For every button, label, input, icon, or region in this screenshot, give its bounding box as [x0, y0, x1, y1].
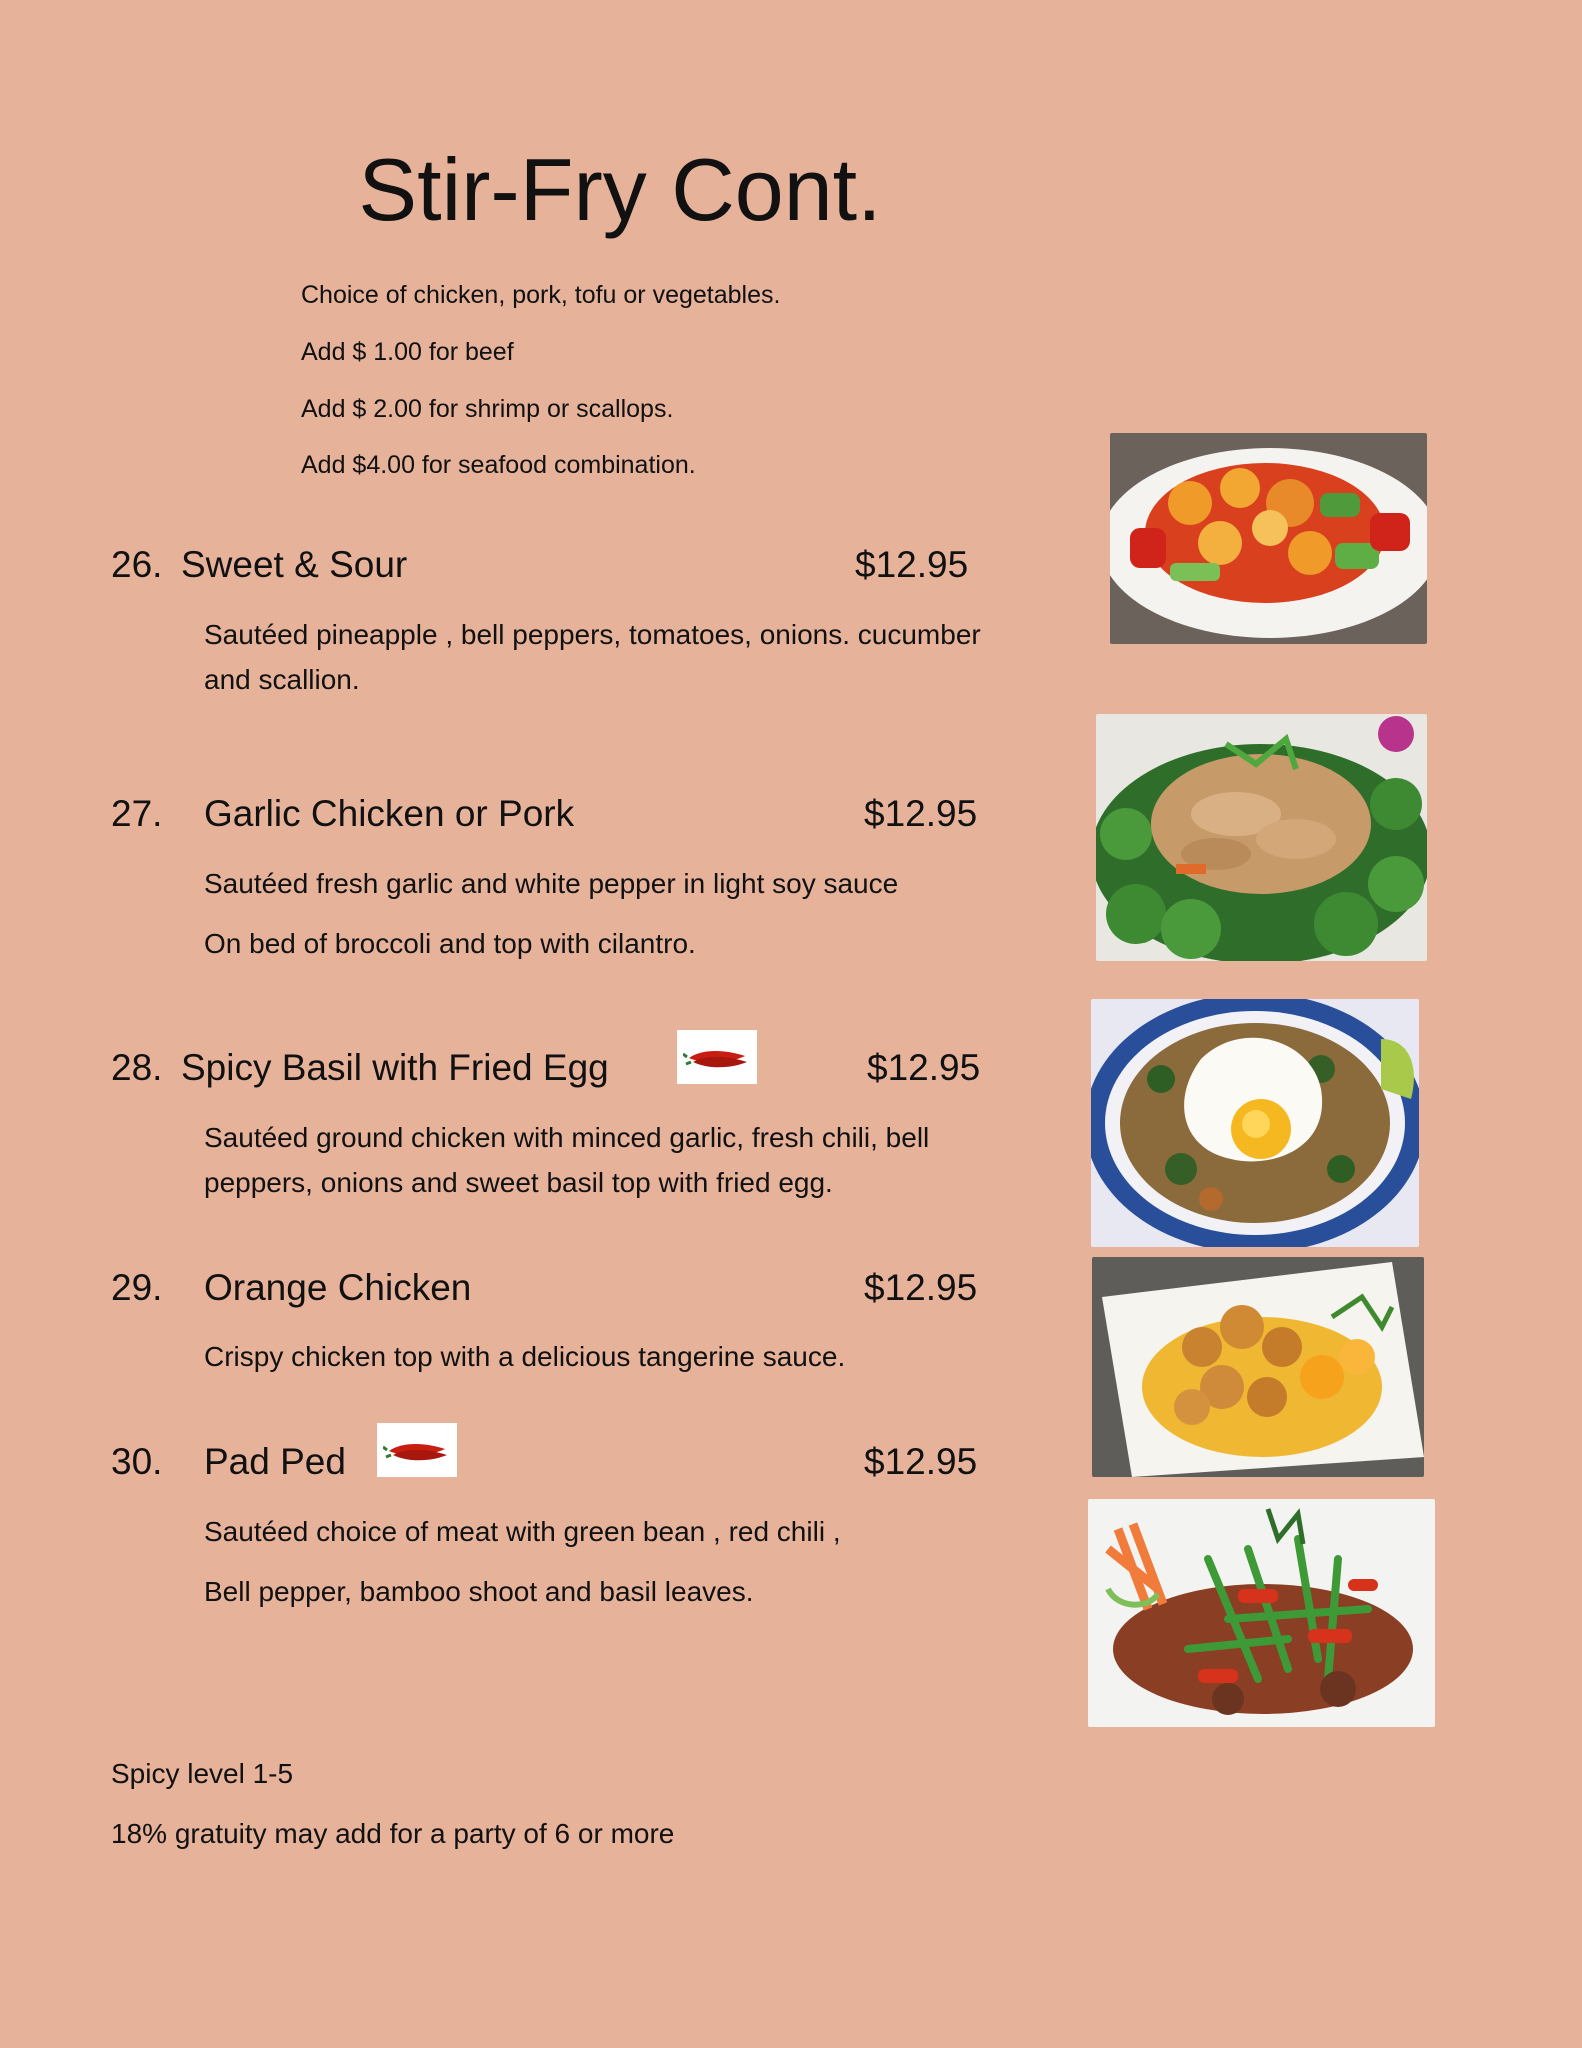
intro-line-seafood: Add $4.00 for seafood combination.: [301, 451, 696, 479]
item-30-price: $12.95: [864, 1441, 978, 1482]
page-title: Stir-Fry Cont.: [358, 140, 882, 239]
item-27-price: $12.95: [864, 793, 978, 834]
item-29-name: Orange Chicken: [204, 1267, 472, 1308]
sweet-and-sour-photo: [1110, 433, 1427, 644]
item-27-desc-line-2: On bed of broccoli and top with cilantro.: [204, 928, 696, 959]
item-26-desc-line-1: Sautéed pineapple , bell peppers, tomatoes, onions. cucumber: [204, 619, 981, 650]
item-28-spicy-badge: [677, 1030, 757, 1084]
item-26-desc-line-2: and scallion.: [204, 664, 360, 695]
item-27-desc-line-1: Sautéed fresh garlic and white pepper in light soy sauce: [204, 868, 899, 899]
item-30-name: Pad Ped: [204, 1441, 346, 1482]
intro-line-beef: Add $ 1.00 for beef: [301, 338, 514, 366]
intro-line-choice: Choice of chicken, pork, tofu or vegetables.: [301, 281, 781, 309]
chili-pepper-icon: [383, 1435, 451, 1465]
pad-ped-photo: [1088, 1499, 1435, 1727]
garlic-chicken-photo: [1096, 714, 1427, 961]
item-30-desc-line-1: Sautéed choice of meat with green bean , red chili ,: [204, 1516, 841, 1547]
item-30-desc-line-2: Bell pepper, bamboo shoot and basil leaves.: [204, 1576, 754, 1607]
item-30-spicy-badge: [377, 1423, 457, 1477]
chili-pepper-icon: [683, 1042, 751, 1072]
item-28-number: 28.: [111, 1047, 163, 1088]
gratuity-note: 18% gratuity may add for a party of 6 or more: [111, 1818, 675, 1849]
item-29-desc-line-1: Crispy chicken top with a delicious tangerine sauce.: [204, 1341, 846, 1372]
intro-line-shrimp: Add $ 2.00 for shrimp or scallops.: [301, 395, 674, 423]
orange-chicken-photo: [1092, 1257, 1424, 1477]
item-30-number: 30.: [111, 1441, 163, 1482]
item-28-price: $12.95: [867, 1047, 981, 1088]
item-28-desc-line-2: peppers, onions and sweet basil top with fried egg.: [204, 1167, 833, 1198]
item-26-number: 26.: [111, 544, 163, 585]
item-29-price: $12.95: [864, 1267, 978, 1308]
item-29-number: 29.: [111, 1267, 163, 1308]
spicy-basil-egg-photo: [1091, 999, 1419, 1247]
item-28-desc-line-1: Sautéed ground chicken with minced garlic, fresh chili, bell: [204, 1122, 930, 1153]
item-28-name: Spicy Basil with Fried Egg: [181, 1047, 609, 1088]
spicy-level-note: Spicy level 1-5: [111, 1758, 294, 1789]
item-26-name: Sweet & Sour: [181, 544, 408, 585]
item-27-number: 27.: [111, 793, 163, 834]
item-26-price: $12.95: [855, 544, 969, 585]
item-27-name: Garlic Chicken or Pork: [204, 793, 575, 834]
